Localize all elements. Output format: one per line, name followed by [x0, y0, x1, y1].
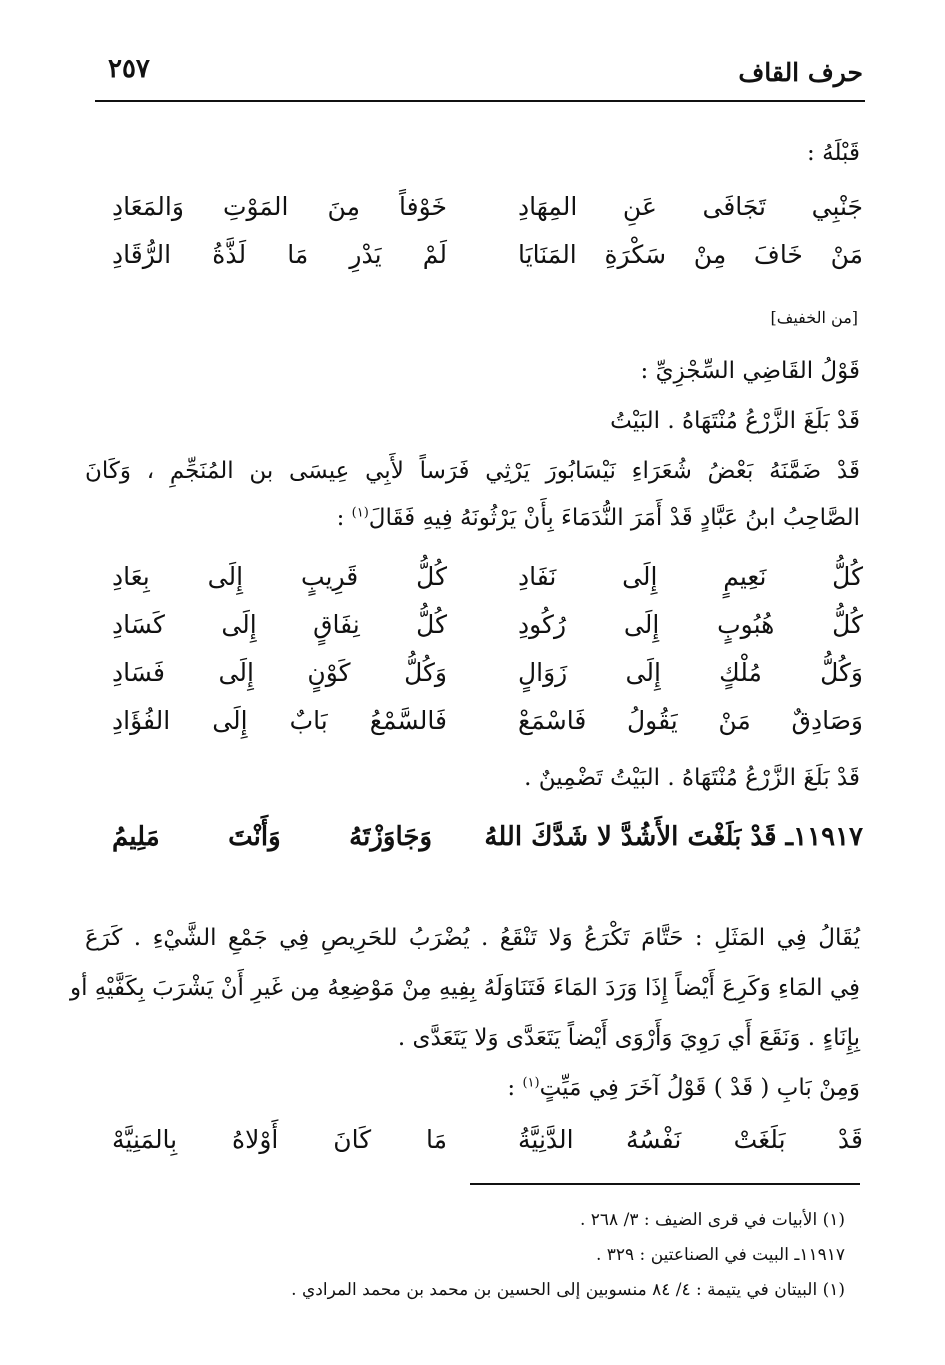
verse-3-second-hemistich: كُلُّ قَرِيبٍ إِلَى بِعَادِ: [112, 562, 447, 591]
verse-5-first-hemistich: وَكُلُّ مُلْكٍ إِلَى زَوَالٍ: [518, 658, 863, 687]
prose-line: [507, 1075, 860, 1101]
prose-line: فِي المَاءِ وَكَرِعَ أَيْضاً إِذَا وَرَدَ المَاءَ فَتَنَاوَلَهُ بِفِيهِ مِنْ مَوْضِعِهُ مِن غَيرِ أَنْ يَشْرَبَ بِكَفَّيْهِ أو: [69, 975, 860, 1001]
prose-text: الصَّاحِبُ ابنُ عَبَّادٍ قَدْ أَمَرَ النُّدَمَاءَ بِأَنْ يَرْثُونَهُ فِيهِ فَقَالَ: [368, 505, 860, 531]
verse-4-first-hemistich: كُلُّ هُبُوبٍ إِلَى رُكُودِ: [518, 610, 863, 639]
attribution-line: قَوْلُ القَاضِي السِّجْزِيِّ :: [640, 358, 860, 384]
meter-label: [من الخفيف]: [770, 308, 858, 327]
footnote-rule: [470, 1183, 860, 1185]
verse-2-second-hemistich: لَمْ يَدْرِ مَا لَذَّةُ الرُّقَادِ: [112, 240, 447, 269]
closing-line: قَدْ بَلَغَ الزَّرْعُ مُنْتَهَاهُ . البَيْتُ تَضْمِينٌ .: [524, 765, 860, 791]
verse-1-second-hemistich: خَوْفاً مِنَ المَوْتِ وَالمَعَادِ: [112, 192, 447, 221]
verse-3-first-hemistich: كُلُّ نَعِيمٍ إِلَى نَفَادِ: [518, 562, 863, 591]
header-rule: [95, 100, 865, 102]
verse-5-second-hemistich: وَكُلُّ كَوْنٍ إِلَى فَسَادِ: [112, 658, 447, 687]
verse-6-second-hemistich: فَالسَّمْعُ بَابٌ إِلَى الفُؤَادِ: [112, 706, 447, 735]
footnote-mark: (١): [522, 1075, 540, 1091]
prose-line: بِإِنَاءٍ . وَنَقَعَ أَي رَوِيَ وَأَرْوَى أَيْضاً يَتَعَدَّى وَلا يَتَعَدَّى .: [397, 1025, 860, 1051]
intro-line: قَبْلَهُ :: [807, 140, 860, 166]
prose-line: [337, 505, 860, 531]
footnote: (١) البيتان في يتيمة : ٤/ ٨٤ منسوبين إلى الحسين بن محمد بن محمد المرادي .: [291, 1280, 845, 1300]
verse-7-second-hemistich: مَا كَانَ أَوْلاهُ بِالمَنِيَّهْ: [112, 1125, 447, 1154]
footnote-mark: (١): [351, 505, 369, 521]
quoted-hemistich: قَدْ بَلَغَ الزَّرْعُ مُنْتَهَاهُ . البَيْتُ: [610, 408, 860, 434]
verse-2-first-hemistich: مَنْ خَافَ مِنْ سَكْرَةِ المَنَايَا: [518, 240, 863, 269]
footnote: (١) الأبيات في قرى الضيف : ٣/ ٢٦٨ .: [579, 1210, 845, 1230]
verse-4-second-hemistich: كُلُّ نِفَاقٍ إِلَى كَسَادِ: [112, 610, 447, 639]
footnote: ١١٩١٧ـ البيت في الصناعتين : ٣٢٩ .: [595, 1245, 845, 1265]
entry-first-hemistich: ١١٩١٧ـ قَدْ بَلَغْتَ الأَشُدَّ لا شَدَّكَ اللهُ: [484, 822, 863, 852]
verse-1-first-hemistich: جَنْبِي تَجَافَى عَنِ المِهَادِ: [518, 192, 863, 221]
colon: :: [336, 505, 345, 531]
entry-second-hemistich: وَجَاوَزْتَهُ وَأَنْتَ مَلِيمُ: [112, 822, 432, 852]
prose-line: يُقَالُ فِي المَثَلِ : حَتَّامَ تَكْرَعُ وَلا تَنْقَعُ . يُضْرَبُ للحَرِيصِ فِي جَمْعِ الشَّيْءِ . كَرَعَ: [85, 925, 860, 951]
verse-6-first-hemistich: وَصَادِقٌ مَنْ يَقُولُ فَاسْمَعْ: [518, 706, 863, 735]
page-number: ٢٥٧: [108, 54, 150, 84]
prose-line: قَدْ ضَمَّنَهُ بَعْضُ شُعَرَاءِ نَيْسَابُورَ يَرْثِي فَرَساً لأَبِي عِيسَى بن المُنَجِّمِ ، وَكَانَ: [85, 458, 860, 484]
prose-text: وَمِنْ بَابِ ( قَدْ ) قَوْلُ آخَرَ فِي مَيِّتٍ: [539, 1075, 860, 1101]
running-title: حرف القاف: [738, 58, 863, 87]
verse-7-first-hemistich: قَدْ بَلَغَتْ نَفْسُهُ الدَّنِيَّةُ: [518, 1125, 863, 1154]
colon: :: [507, 1075, 516, 1101]
